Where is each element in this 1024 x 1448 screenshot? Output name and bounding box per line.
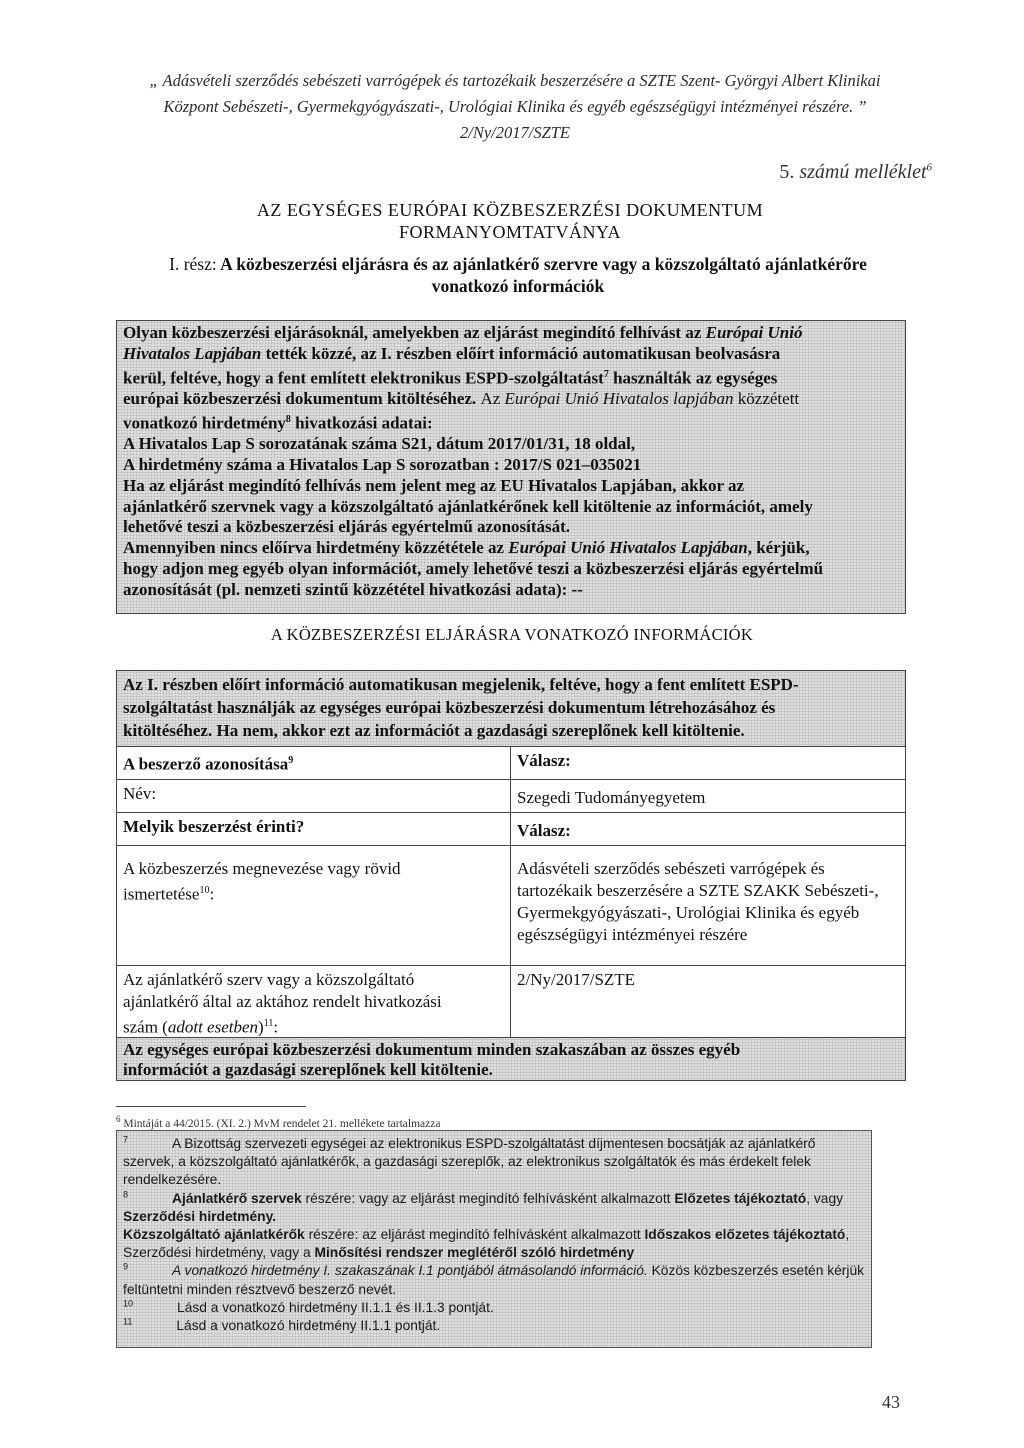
fill-all-info-box [116,1037,906,1081]
part-label: I. rész: [169,254,217,274]
table-header-cell: Válasz: [511,747,906,780]
box1-text: , kérjük, [747,538,810,558]
box1-text: kerül, feltéve, hogy a fent említett elektronikus ESPD-szolgáltatást [123,368,604,388]
box1-italic: Európai Unió [705,323,803,342]
footnote-bold: Ajánlatkérő szervek [172,1190,302,1206]
document-title-line-2: FORMANYOMTATVÁNYA [398,222,622,242]
footnote-text: részére: az eljárást megindító felhívásként alkalmazott [308,1227,641,1243]
footnote-ref-11: 11 [263,1017,274,1029]
box1-italic: Európai Unió Hivatalos Lapjában [508,538,748,558]
box1-text: hivatkozási adatai: [295,413,433,433]
footnote-text: Közös közbeszerzés esetén kérjük feltüntetni minden résztvevő beszerző nevét. [123,1263,865,1297]
table-row [117,965,906,1042]
table-label-text: Az ajánlatkérő szerv vagy a közszolgáltató ajánlatkérő által az aktához rendelt hivatkozási szám ( [123,969,442,1037]
footnote-10 [123,1299,865,1317]
footnote-text: részére: vagy az eljárást megindító felhívásként alkalmazott [305,1190,671,1206]
box1-italic: Hivatalos Lapjában [123,343,262,363]
procurement-title-value: Adásvételi szerződés sebészeti varrógépek és tartozékaik beszerzésére a SZTE SZAKK Sebészeti-, Gyermekgyógyászati-, Urológiai Klinika és egyéb egészségügyi intézményei részére [511,845,906,965]
footnote-text: Mintáját a 44/2015. (XI. 2.) MvM rendelet 21. mellékete tartalmazza [123,1117,441,1130]
table-label-text: ) [258,1017,264,1037]
footnote-text: Lásd a vonatkozó hirdetmény II.1.1 és II.1.3 pontját. [177,1299,494,1315]
footnote-bold: Előzetes tájékoztató [674,1190,807,1206]
footnote-text: A Bizottság szervezeti egységei az elektronikus ESPD-szolgáltatást díjmentesen bocsátják az ajánlatkérő szervek, a közszolgáltató ajánlatkérők, a gazdasági szereplők, az elektronikus szolgáltatók és más érdekelt felek rendelkezésére. [123,1136,816,1188]
box3-text: információt a gazdasági szereplőnek kell kitöltenie. [123,1060,493,1079]
page-number: 43 [882,1392,900,1412]
table-label-text: : [273,1017,279,1037]
box2-text: Az I. részben előírt információ automatikusan megjelenik, feltéve, hogy a fent említett ESPD- [123,675,799,694]
table-label-text: A közbeszerzés megnevezése vagy rövid ismertetése [123,858,401,904]
document-title [160,199,860,243]
footnote-mark: 11 [123,1316,133,1327]
table-label-cell: Név: [117,779,511,812]
running-header [100,68,930,146]
footnotes-box [116,1130,872,1348]
footnote-ref-10: 10 [199,884,210,896]
box1-text: Az [480,389,501,409]
box1-text: Amennyiben nincs előírva hirdetmény közzététele az [123,538,505,558]
reference-number-value: 2/Ny/2017/SZTE [511,965,906,1042]
table-row [117,747,906,780]
table-header-cell [117,747,511,780]
footnote-8 [123,1190,865,1226]
header-line-1: „ Adásvételi szerződés sebészeti varrógépek és tartozékaik beszerzésére a SZTE Szent- Györgyi Albert Klinikai [149,71,881,90]
document-title-line-1: AZ EGYSÉGES EURÓPAI KÖZBESZERZÉSI DOKUMENTUM [256,200,764,220]
box1-text: tették közzé, az I. részben előírt információ automatikusan beolvasásra [265,343,781,363]
box1-text: lehetővé teszi a közbeszerzési eljárás egyértelmű azonosítását. [123,517,571,537]
footnote-italic: A vonatkozó hirdetmény I. szakaszának I.1 pontjából átmásolandó információ. [172,1263,648,1279]
footnote-mark: 9 [123,1261,129,1272]
box1-text: ajánlatkérő szervnek vagy a közszolgáltató ajánlatkérőnek kell kitöltenie az információt, amely [123,496,813,516]
table-label-cell [117,845,511,965]
box1-text: európai közbeszerzési dokumentum kitöltéséhez. [123,389,477,409]
footnote-6 [116,1114,440,1130]
annex-text: számú melléklet [799,161,927,183]
box1-text: hogy adjon meg egyéb olyan információt, amely lehetővé teszi a közbeszerzési eljárás egyértelmű [123,559,824,579]
header-line-2: Központ Sebészeti-, Gyermekgyógyászati-, Urológiai Klinika és egyéb egészségügyi intézményei részére. ” [163,97,867,116]
footnote-bold: Minősítési rendszer meglétéről szóló hirdetmény [314,1245,635,1261]
box1-text: Ha az eljárást megindító felhívás nem jelent meg az EU Hivatalos Lapjában, akkor az [123,475,745,495]
table-row [117,812,906,845]
box3-text: Az egységes európai közbeszerzési dokumentum minden szakaszában az összes egyéb [123,1040,741,1059]
footnote-bold: Közszolgáltató ajánlatkérők [123,1227,305,1243]
footnote-8-cont [123,1226,865,1262]
eu-journal-info-box [116,320,906,614]
footnote-divider [116,1106,306,1107]
footnote-11 [123,1317,865,1335]
box1-text: vonatkozó hirdetmény [123,413,286,433]
footnote-9 [123,1262,865,1298]
footnote-ref-6: 6 [926,161,932,174]
table-header-cell: Melyik beszerzést érinti? [117,812,511,845]
box2-text: kitöltéséhez. Ha nem, akkor ezt az információt a gazdasági szereplőnek kell kitöltenie. [123,721,745,740]
part-title [118,253,918,297]
box1-text: használták az egységes [613,368,778,388]
box1-text: azonosítását (pl. nemzeti szintű közzététel hivatkozási adata): -- [123,579,583,599]
oj-series-number: A Hivatalos Lap S sorozatának száma S21, dátum 2017/01/31, 18 oldal, [123,434,636,454]
footnote-ref-7: 7 [603,368,609,380]
table-row [117,779,906,812]
footnote-mark: 6 [116,1114,121,1124]
box1-text: közzétett [737,389,800,409]
footnote-mark: 8 [123,1189,129,1200]
table-label-text: : [209,884,215,904]
footnote-bold: Szerződési hirdetmény. [123,1208,277,1224]
box1-text: Olyan közbeszerzési eljárásoknál, amelyekben az eljárást megindító felhívást az [123,323,702,342]
annex-number: 5. [779,161,795,183]
footnote-text: , Szerződési hirdetmény, vagy a [123,1227,850,1261]
footnote-text: , vagy [806,1190,844,1206]
footnote-mark: 7 [123,1134,129,1145]
procurement-info-table [116,746,906,1042]
footnote-text: Lásd a vonatkozó hirdetmény II.1.1 pontját. [176,1318,441,1334]
buyer-name-value: Szegedi Tudományegyetem [511,779,906,812]
box1-italic: Európai Unió Hivatalos lapjában [504,389,734,409]
footnote-7 [123,1135,865,1190]
auto-info-box [116,670,906,746]
table-row [117,845,906,965]
table-label-cell [117,965,511,1042]
table-header-text: A beszerző azonosítása [123,754,289,774]
footnote-ref-9: 9 [288,755,294,766]
footnote-bold: Időszakos előzetes tájékoztató [644,1227,846,1243]
box2-text: szolgáltatást használják az egységes európai közbeszerzési dokumentum létrehozásához és [123,698,776,717]
notice-number: A hirdetmény száma a Hivatalos Lap S sorozatban : 2017/S 021–035021 [123,455,642,475]
section-heading: A KÖZBESZERZÉSI ELJÁRÁSRA VONATKOZÓ INFORMÁCIÓK [270,625,754,644]
footnote-mark: 10 [123,1298,134,1309]
part-title-text: A közbeszerzési eljárásra és az ajánlatkérő szervre vagy a közszolgáltató ajánlatkérőre [220,254,867,274]
header-reference: 2/Ny/2017/SZTE [459,123,570,142]
table-header-cell: Válasz: [511,812,906,845]
table-label-italic: adott esetben [167,1017,259,1037]
annex-label [779,161,932,184]
footnote-ref-8: 8 [285,413,291,425]
part-title-text-2: vonatkozó információk [431,276,605,296]
